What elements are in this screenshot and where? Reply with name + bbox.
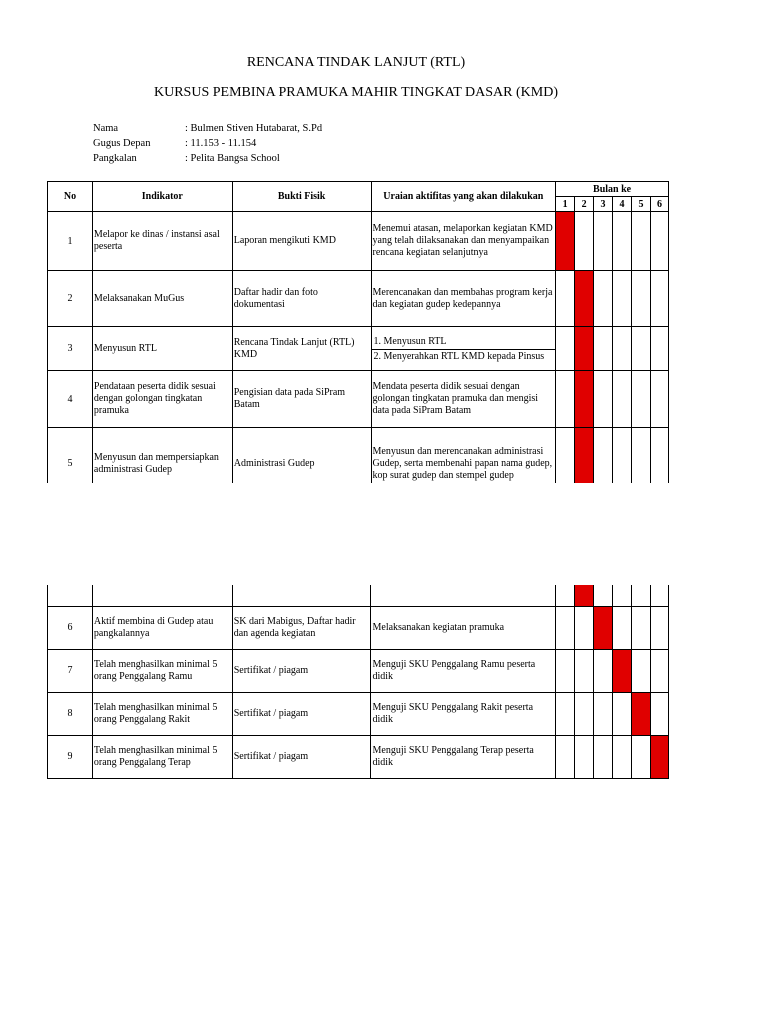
document-title: RENCANA TINDAK LANJUT (RTL) — [246, 55, 466, 70]
month-cell — [594, 692, 613, 735]
month-cell — [650, 212, 668, 271]
month-cell — [650, 327, 668, 371]
month-cell — [650, 692, 668, 735]
info-value: : 11.153 - 11.154 — [185, 138, 257, 149]
month-cell — [556, 428, 575, 484]
cell-continuation — [92, 585, 232, 606]
cell-continuation — [48, 585, 93, 606]
row-bukti: SK dari Mabigus, Daftar hadir dan agenda kegiatan — [232, 606, 371, 649]
header-month-5: 5 — [631, 197, 650, 212]
info-value: : Bulmen Stiven Hutabarat, S.Pd — [185, 123, 323, 134]
month-cell — [632, 735, 651, 778]
row-uraian: Menguji SKU Penggalang Terap peserta didik — [371, 735, 556, 778]
info-label: Pangkalan — [93, 153, 137, 164]
month-cell — [575, 212, 594, 271]
month-cell — [650, 649, 668, 692]
header-no: No — [48, 182, 93, 212]
month-cell — [632, 585, 651, 606]
row-bukti: Sertifikat / piagam — [232, 735, 371, 778]
row-uraian: Merencanakan dan membahas program kerja dan kegiatan gudep kedepannya — [371, 271, 556, 327]
month-cell — [613, 606, 632, 649]
month-cell — [632, 649, 651, 692]
month-cell — [631, 271, 650, 327]
header-uraian: Uraian aktifitas yang akan dilakukan — [371, 182, 556, 212]
row-indikator: Menyusun dan mempersiapkan administrasi Gudep — [92, 428, 232, 484]
header-bukti: Bukti Fisik — [232, 182, 371, 212]
row-no: 3 — [48, 327, 93, 371]
month-cell — [594, 735, 613, 778]
row-no: 4 — [48, 371, 93, 428]
month-cell — [556, 585, 575, 606]
row-no: 9 — [48, 735, 93, 778]
row-indikator: Pendataan peserta didik sesuai dengan golongan tingkatan pramuka — [92, 371, 232, 428]
month-cell — [556, 692, 575, 735]
row-no: 8 — [48, 692, 93, 735]
month-cell — [594, 327, 613, 371]
info-label: Nama — [93, 123, 119, 134]
header-month-1: 1 — [556, 197, 575, 212]
identity-block — [93, 121, 322, 166]
month-cell — [556, 271, 575, 327]
month-cell — [632, 606, 651, 649]
month-cell — [575, 606, 594, 649]
row-indikator: Aktif membina di Gudep atau pangkalannya — [92, 606, 232, 649]
month-cell — [556, 735, 575, 778]
table-row — [48, 428, 669, 484]
row-indikator: Melapor ke dinas / instansi asal peserta — [92, 212, 232, 271]
cell-continuation — [371, 585, 556, 606]
row-indikator: Melaksanakan MuGus — [92, 271, 232, 327]
month-cell-active — [594, 606, 613, 649]
rtl-table — [47, 181, 669, 483]
row-bukti: Daftar hadir dan foto dokumentasi — [232, 271, 371, 327]
month-cell — [594, 212, 613, 271]
info-row-gugus — [93, 136, 322, 151]
row-uraian: Menguji SKU Penggalang Rakit peserta didik — [371, 692, 556, 735]
uraian-step-1: 1. Menyusun RTL — [372, 335, 556, 350]
info-row-pangkalan — [93, 151, 322, 166]
header-bulan: Bulan ke — [556, 182, 669, 197]
month-cell — [631, 327, 650, 371]
table-row — [48, 692, 669, 735]
row-indikator: Telah menghasilkan minimal 5 orang Penggalang Rakit — [92, 692, 232, 735]
month-cell — [575, 692, 594, 735]
month-cell — [575, 735, 594, 778]
rtl-table-continued — [47, 585, 669, 779]
row-no: 5 — [48, 428, 93, 484]
row-bukti: Sertifikat / piagam — [232, 692, 371, 735]
month-cell-active — [575, 428, 594, 484]
row-bukti: Sertifikat / piagam — [232, 649, 371, 692]
table-row — [48, 327, 669, 371]
row-no: 6 — [48, 606, 93, 649]
month-cell — [650, 585, 668, 606]
table-row — [48, 212, 669, 271]
month-cell — [613, 692, 632, 735]
month-cell — [650, 606, 668, 649]
month-cell-active — [613, 649, 632, 692]
month-cell — [594, 428, 613, 484]
row-indikator: Menyusun RTL — [92, 327, 232, 371]
month-cell — [631, 428, 650, 484]
row-uraian: Mendata peserta didik sesuai dengan golongan tingkatan pramuka dan mengisi data pada SiPram Batam — [371, 371, 556, 428]
row-uraian: Menguji SKU Penggalang Ramu peserta didik — [371, 649, 556, 692]
table-page-2 — [47, 585, 669, 785]
month-cell-active — [556, 212, 575, 271]
uraian-step-2: 2. Menyerahkan RTL KMD kepada Pinsus — [373, 350, 545, 362]
month-cell — [613, 428, 632, 484]
row-bukti: Laporan mengikuti KMD — [232, 212, 371, 271]
month-cell — [631, 371, 650, 428]
month-cell-active — [575, 585, 594, 606]
month-cell — [613, 371, 632, 428]
header-month-2: 2 — [575, 197, 594, 212]
row-indikator: Telah menghasilkan minimal 5 orang Penggalang Ramu — [92, 649, 232, 692]
table-row-continuation — [48, 585, 669, 606]
month-cell — [594, 271, 613, 327]
row-uraian — [371, 327, 556, 371]
month-cell-active — [575, 327, 594, 371]
header-month-4: 4 — [613, 197, 632, 212]
table-row — [48, 371, 669, 428]
month-cell-active — [650, 735, 668, 778]
month-cell — [556, 327, 575, 371]
month-cell — [556, 606, 575, 649]
month-cell — [556, 371, 575, 428]
row-no: 1 — [48, 212, 93, 271]
month-cell — [650, 371, 668, 428]
table-row — [48, 735, 669, 778]
document-subtitle: KURSUS PEMBINA PRAMUKA MAHIR TINGKAT DASAR (KMD) — [154, 85, 558, 100]
info-value: : Pelita Bangsa School — [185, 153, 280, 164]
month-cell — [594, 371, 613, 428]
month-cell — [613, 212, 632, 271]
header-indikator: Indikator — [92, 182, 232, 212]
cell-continuation — [232, 585, 371, 606]
header-month-3: 3 — [594, 197, 613, 212]
month-cell — [575, 649, 594, 692]
table-row — [48, 271, 669, 327]
header-month-6: 6 — [650, 197, 668, 212]
row-bukti: Pengisian data pada SiPram Batam — [232, 371, 371, 428]
info-label: Gugus Depan — [93, 138, 151, 149]
month-cell — [613, 327, 632, 371]
row-uraian: Melaksanakan kegiatan pramuka — [371, 606, 556, 649]
month-cell — [631, 212, 650, 271]
row-bukti: Rencana Tindak Lanjut (RTL) KMD — [232, 327, 371, 371]
row-indikator: Telah menghasilkan minimal 5 orang Penggalang Terap — [92, 735, 232, 778]
month-cell — [613, 271, 632, 327]
month-cell — [594, 649, 613, 692]
month-cell — [650, 271, 668, 327]
month-cell-active — [575, 371, 594, 428]
row-uraian: Menemui atasan, melaporkan kegiatan KMD yang telah dilaksanakan dan menyampaikan rencana kegiatan selanjutnya — [371, 212, 556, 271]
month-cell — [556, 649, 575, 692]
row-no: 7 — [48, 649, 93, 692]
table-page-1 — [47, 181, 669, 483]
table-row — [48, 606, 669, 649]
month-cell — [594, 585, 613, 606]
month-cell — [613, 735, 632, 778]
month-cell — [613, 585, 632, 606]
month-cell-active — [575, 271, 594, 327]
info-row-nama — [93, 121, 322, 136]
row-no: 2 — [48, 271, 93, 327]
row-bukti: Administrasi Gudep — [232, 428, 371, 484]
month-cell — [650, 428, 668, 484]
month-cell-active — [632, 692, 651, 735]
table-row — [48, 649, 669, 692]
row-uraian: Menyusun dan merencanakan administrasi Gudep, serta membenahi papan nama gudep, kop surat gudep dan stempel gudep — [371, 428, 556, 484]
